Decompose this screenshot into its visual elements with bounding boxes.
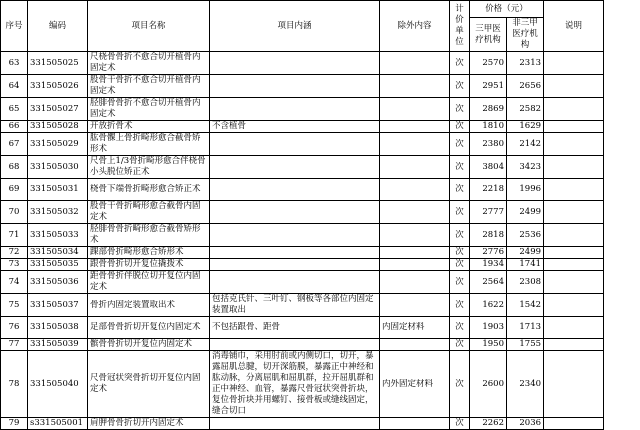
row-note (544, 418, 604, 430)
row-note (544, 75, 604, 98)
row-seq-text: 79 (8, 418, 20, 428)
row-name-text: 桡骨下端骨折畸形愈合矫正术 (90, 184, 201, 194)
row-note (544, 156, 604, 179)
row-unit (450, 271, 470, 294)
row-excluded-text: 内外固定材料 (382, 378, 434, 389)
table-row (1, 339, 604, 351)
table-row (1, 224, 604, 247)
row-name-text: 股骨干骨折畸形愈合截骨内固定术 (90, 201, 201, 222)
row-content (210, 133, 380, 156)
table-row (1, 75, 604, 98)
header-seq: 序号 (1, 1, 28, 52)
row-unit-text: 次 (455, 276, 464, 287)
row-unit (450, 201, 470, 224)
row-excluded (380, 224, 450, 247)
row-price-tier-a (470, 339, 507, 351)
row-unit (450, 418, 470, 430)
row-name-text: 肱骨髁上骨折畸形愈合截骨矫形术 (90, 133, 201, 154)
row-price-tier-a-text: 2600 (482, 378, 504, 389)
row-price-tier-b-text: 2499 (519, 206, 542, 217)
table-row (1, 271, 604, 294)
row-name (88, 121, 210, 133)
row-price-tier-b (507, 179, 544, 201)
row-price-tier-b-text: 2582 (519, 103, 542, 114)
row-price-tier-a-text: 2818 (482, 229, 504, 240)
row-price-tier-a-text: 2776 (482, 247, 504, 257)
header-name: 项目名称 (88, 1, 210, 52)
row-unit-text: 次 (455, 184, 464, 194)
row-seq-text: 74 (8, 276, 20, 287)
row-code (28, 75, 88, 98)
table-row (1, 133, 604, 156)
row-name (88, 351, 210, 418)
row-code (28, 121, 88, 133)
row-unit-text: 次 (455, 138, 464, 149)
row-name (88, 418, 210, 430)
row-content (210, 271, 380, 294)
table-row (1, 98, 604, 121)
row-price-tier-b-text: 3423 (519, 161, 542, 172)
row-note (544, 271, 604, 294)
row-code (28, 271, 88, 294)
table-row (1, 317, 604, 339)
row-seq-text: 76 (8, 322, 20, 332)
row-price-tier-a (470, 156, 507, 179)
row-price-tier-b (507, 98, 544, 121)
row-content (210, 247, 380, 259)
row-excluded-text: 内固定材料 (382, 322, 425, 332)
row-price-tier-a (470, 98, 507, 121)
row-code-text: 331505027 (30, 103, 79, 114)
row-note (544, 259, 604, 271)
row-price-tier-b (507, 201, 544, 224)
row-content (210, 294, 380, 317)
row-code-text: 331505028 (30, 121, 79, 131)
header-code: 编码 (28, 1, 88, 52)
row-content (210, 179, 380, 201)
row-unit-text: 次 (455, 247, 464, 257)
row-code-text: 331505030 (30, 161, 79, 172)
row-code-text: 331505039 (30, 339, 79, 349)
row-price-tier-a-text: 2951 (482, 80, 504, 91)
row-unit-text: 次 (455, 57, 464, 68)
row-name (88, 179, 210, 201)
row-price-tier-a (470, 247, 507, 259)
row-code-text: 331505026 (30, 80, 79, 91)
row-price-tier-b-text: 2308 (519, 276, 542, 287)
row-price-tier-b-text: 2656 (519, 80, 542, 91)
row-price-tier-b-text: 1755 (519, 339, 542, 349)
row-price-tier-b-text: 2536 (519, 229, 542, 240)
row-price-tier-b (507, 247, 544, 259)
row-seq-text: 68 (8, 161, 20, 172)
row-price-tier-b (507, 418, 544, 430)
row-code (28, 418, 88, 430)
header-price-tier-a: 三甲医疗机构 (470, 18, 507, 52)
row-seq (1, 259, 28, 271)
row-seq (1, 121, 28, 133)
row-price-tier-a-text: 2777 (482, 206, 504, 217)
row-seq (1, 294, 28, 317)
row-seq-text: 75 (8, 299, 20, 310)
row-note (544, 247, 604, 259)
row-price-tier-b (507, 121, 544, 133)
row-price-tier-b-text: 1629 (519, 121, 542, 131)
row-name (88, 52, 210, 75)
row-price-tier-a (470, 75, 507, 98)
table-row (1, 247, 604, 259)
row-code (28, 247, 88, 259)
row-price-tier-b (507, 294, 544, 317)
row-code-text: 331505025 (30, 57, 79, 68)
row-code-text: 331505029 (30, 138, 79, 149)
row-price-tier-a-text: 2869 (482, 103, 504, 114)
row-note (544, 52, 604, 75)
row-unit (450, 133, 470, 156)
row-excluded (380, 52, 450, 75)
table-row (1, 259, 604, 271)
row-price-tier-b (507, 224, 544, 247)
table-row (1, 418, 604, 430)
row-excluded (380, 339, 450, 351)
row-unit-text: 次 (455, 206, 464, 217)
row-unit-text: 次 (455, 339, 464, 349)
row-seq (1, 418, 28, 430)
row-content (210, 156, 380, 179)
row-unit-text: 次 (455, 259, 464, 269)
row-price-tier-b (507, 156, 544, 179)
row-code (28, 179, 88, 201)
table-row (1, 201, 604, 224)
row-name-text: 足部骨骨折切开复位内固定术 (90, 322, 201, 332)
row-excluded (380, 133, 450, 156)
row-name-text: 踝部骨折畸形愈合矫形术 (90, 247, 184, 257)
row-price-tier-b (507, 52, 544, 75)
row-note (544, 351, 604, 418)
row-content (210, 418, 380, 430)
row-excluded (380, 418, 450, 430)
row-note (544, 121, 604, 133)
row-price-tier-a (470, 259, 507, 271)
row-price-tier-b-text: 1996 (519, 184, 542, 194)
row-content (210, 52, 380, 75)
row-code-text: 331505033 (30, 229, 79, 240)
row-seq (1, 98, 28, 121)
row-seq-text: 63 (8, 57, 20, 68)
row-seq (1, 179, 28, 201)
row-code-text: 331505040 (30, 378, 79, 389)
row-price-tier-a (470, 418, 507, 430)
row-name (88, 317, 210, 339)
row-code (28, 98, 88, 121)
row-unit (450, 121, 470, 133)
row-unit-text: 次 (455, 229, 464, 240)
row-code-text: 331505036 (30, 276, 79, 287)
row-price-tier-b-text: 2499 (519, 247, 542, 257)
row-unit (450, 75, 470, 98)
row-name (88, 271, 210, 294)
row-price-tier-a-text: 2380 (482, 138, 504, 149)
row-seq-text: 70 (8, 206, 20, 217)
row-unit (450, 294, 470, 317)
row-price-tier-b (507, 75, 544, 98)
row-name-text: 尺骨上1/3骨折畸形愈合伴桡骨小头脱位矫正术 (90, 156, 206, 177)
row-unit-text: 次 (455, 378, 464, 389)
row-code (28, 294, 88, 317)
row-name-text: 肩胛骨骨折切开内固定术 (90, 418, 184, 428)
row-name (88, 294, 210, 317)
row-code (28, 339, 88, 351)
row-price-tier-a-text: 2564 (482, 276, 504, 287)
row-price-tier-a (470, 179, 507, 201)
row-code-text: 331505038 (30, 322, 79, 332)
row-unit-text: 次 (455, 80, 464, 91)
table-row (1, 179, 604, 201)
row-content (210, 75, 380, 98)
row-price-tier-a-text: 2570 (482, 57, 504, 68)
table-row (1, 121, 604, 133)
row-unit (450, 224, 470, 247)
row-code-text: 331505032 (30, 206, 79, 217)
row-content (210, 201, 380, 224)
row-content (210, 339, 380, 351)
row-excluded (380, 317, 450, 339)
row-name (88, 133, 210, 156)
row-unit-text: 次 (455, 121, 464, 131)
row-unit-text: 次 (455, 103, 464, 114)
row-note (544, 133, 604, 156)
header-content: 项目内涵 (210, 1, 380, 52)
row-seq (1, 339, 28, 351)
row-content-text: 消毒铺巾，采用肘前或内侧切口，切开，暴露屈肌总腱，切开深筋膜，暴露正中神经和肱动脉，分离屈肌和屈肌群，拉开屈肌群和正中神经、血管，暴露尺骨冠状突骨折块，复位骨折块并用螺钉、接骨板或缝线固定，缝合切口 (212, 351, 374, 416)
row-excluded (380, 351, 450, 418)
row-seq-text: 67 (8, 138, 20, 149)
row-code (28, 224, 88, 247)
row-price-tier-a-text: 2262 (482, 418, 504, 428)
header-price-group: 价格（元） (470, 1, 544, 18)
row-price-tier-a (470, 351, 507, 418)
row-price-tier-a-text: 2218 (482, 184, 504, 194)
row-price-tier-a-text: 3804 (482, 161, 504, 172)
row-price-tier-a-text: 1810 (482, 121, 504, 131)
row-note (544, 179, 604, 201)
row-unit (450, 317, 470, 339)
row-unit (450, 179, 470, 201)
row-unit-text: 次 (455, 161, 464, 172)
row-code (28, 259, 88, 271)
row-price-tier-a (470, 224, 507, 247)
row-code (28, 156, 88, 179)
row-name (88, 201, 210, 224)
row-seq-text: 65 (8, 103, 20, 114)
row-note (544, 224, 604, 247)
row-price-tier-b (507, 339, 544, 351)
row-price-tier-b-text: 2036 (519, 418, 542, 428)
row-code-text: 331505035 (30, 259, 79, 269)
table-row (1, 294, 604, 317)
row-name-text: 距骨骨折伴脱位切开复位内固定术 (90, 271, 201, 292)
row-excluded (380, 75, 450, 98)
row-seq (1, 75, 28, 98)
row-code (28, 133, 88, 156)
row-seq (1, 224, 28, 247)
row-price-tier-b-text: 2340 (519, 378, 542, 389)
header-note: 说明 (544, 1, 604, 52)
row-seq-text: 66 (8, 121, 20, 131)
row-price-tier-b (507, 351, 544, 418)
row-unit (450, 52, 470, 75)
row-price-tier-a (470, 294, 507, 317)
row-excluded (380, 98, 450, 121)
row-name-text: 股骨干骨折不愈合切开植骨内固定术 (90, 75, 201, 96)
row-code (28, 201, 88, 224)
row-excluded (380, 294, 450, 317)
row-content-text: 包括克氏针、三叶钉、钢板等各部位内固定装置取出 (212, 294, 374, 315)
row-unit-text: 次 (455, 322, 464, 332)
row-unit (450, 339, 470, 351)
row-name-text: 髌骨骨折切开复位内固定术 (90, 339, 193, 349)
row-seq-text: 78 (8, 378, 20, 389)
row-code-text: 331505031 (30, 184, 79, 194)
row-name (88, 98, 210, 121)
row-note (544, 317, 604, 339)
row-excluded (380, 201, 450, 224)
row-price-tier-a (470, 317, 507, 339)
row-name (88, 224, 210, 247)
row-content-text: 不含植骨 (212, 121, 247, 131)
row-name-text: 开放折骨术 (90, 121, 133, 131)
row-name-text: 尺骨冠状突骨折切开复位内固定术 (90, 373, 201, 394)
row-unit (450, 351, 470, 418)
row-content (210, 259, 380, 271)
row-content (210, 224, 380, 247)
table-row (1, 52, 604, 75)
row-content-text: 不包括跟骨、距骨 (212, 322, 281, 332)
row-name (88, 259, 210, 271)
row-note (544, 339, 604, 351)
row-price-tier-b (507, 259, 544, 271)
row-price-tier-b (507, 133, 544, 156)
row-seq (1, 201, 28, 224)
header-excluded: 除外内容 (380, 1, 450, 52)
row-seq (1, 52, 28, 75)
header-price-tier-b: 非三甲医疗机构 (507, 18, 544, 52)
row-price-tier-a (470, 201, 507, 224)
row-price-tier-b-text: 1713 (519, 322, 542, 332)
row-code (28, 52, 88, 75)
row-seq-text: 72 (8, 247, 20, 257)
row-name-text: 尺桡骨骨折不愈合切开植骨内固定术 (90, 52, 201, 73)
row-price-tier-a (470, 133, 507, 156)
row-code-text: s331505001 (30, 418, 84, 428)
row-excluded (380, 121, 450, 133)
row-note (544, 98, 604, 121)
row-unit-text: 次 (455, 299, 464, 310)
row-price-tier-a-text: 1903 (482, 322, 504, 332)
row-name-text: 骨折内固定装置取出术 (90, 299, 176, 310)
table-row (1, 156, 604, 179)
row-price-tier-b-text: 1741 (519, 259, 542, 269)
row-price-tier-a (470, 121, 507, 133)
table-row (1, 351, 604, 418)
row-price-tier-a-text: 1622 (482, 299, 504, 310)
row-note (544, 201, 604, 224)
row-excluded (380, 271, 450, 294)
row-seq-text: 69 (8, 184, 20, 194)
row-excluded (380, 247, 450, 259)
row-content (210, 121, 380, 133)
row-seq-text: 64 (8, 80, 20, 91)
row-excluded (380, 259, 450, 271)
row-price-tier-a (470, 271, 507, 294)
row-price-tier-b (507, 317, 544, 339)
header-unit: 计价单位 (450, 1, 470, 52)
row-price-tier-b-text: 2142 (519, 138, 542, 149)
row-name-text: 跟骨骨折切开复位撬拨术 (90, 259, 184, 269)
row-seq (1, 156, 28, 179)
row-seq-text: 77 (8, 339, 20, 349)
row-unit (450, 98, 470, 121)
row-price-tier-a-text: 1934 (482, 259, 504, 269)
row-name-text: 胫腓骨骨折不愈合切开植骨内固定术 (90, 98, 201, 119)
row-seq (1, 351, 28, 418)
row-price-tier-b-text: 1542 (519, 299, 542, 310)
row-seq (1, 247, 28, 259)
row-seq (1, 133, 28, 156)
row-unit (450, 247, 470, 259)
row-name (88, 339, 210, 351)
row-name-text: 胫腓骨骨折畸形愈合截骨矫形术 (90, 224, 201, 245)
row-content (210, 317, 380, 339)
row-unit (450, 259, 470, 271)
row-name (88, 156, 210, 179)
row-seq (1, 271, 28, 294)
row-code-text: 331505034 (30, 247, 79, 257)
row-price-tier-b-text: 2313 (519, 57, 542, 68)
row-price-tier-a-text: 1950 (482, 339, 504, 349)
row-name (88, 75, 210, 98)
row-price-tier-b (507, 271, 544, 294)
row-code (28, 351, 88, 418)
row-excluded (380, 156, 450, 179)
row-seq (1, 317, 28, 339)
row-content (210, 98, 380, 121)
row-note (544, 294, 604, 317)
row-excluded (380, 179, 450, 201)
row-unit (450, 156, 470, 179)
row-price-tier-a (470, 52, 507, 75)
row-code-text: 331505037 (30, 299, 79, 310)
row-seq-text: 73 (8, 259, 20, 269)
row-unit-text: 次 (455, 418, 464, 428)
row-name (88, 247, 210, 259)
row-seq-text: 71 (8, 229, 20, 240)
row-content (210, 351, 380, 418)
row-code (28, 317, 88, 339)
